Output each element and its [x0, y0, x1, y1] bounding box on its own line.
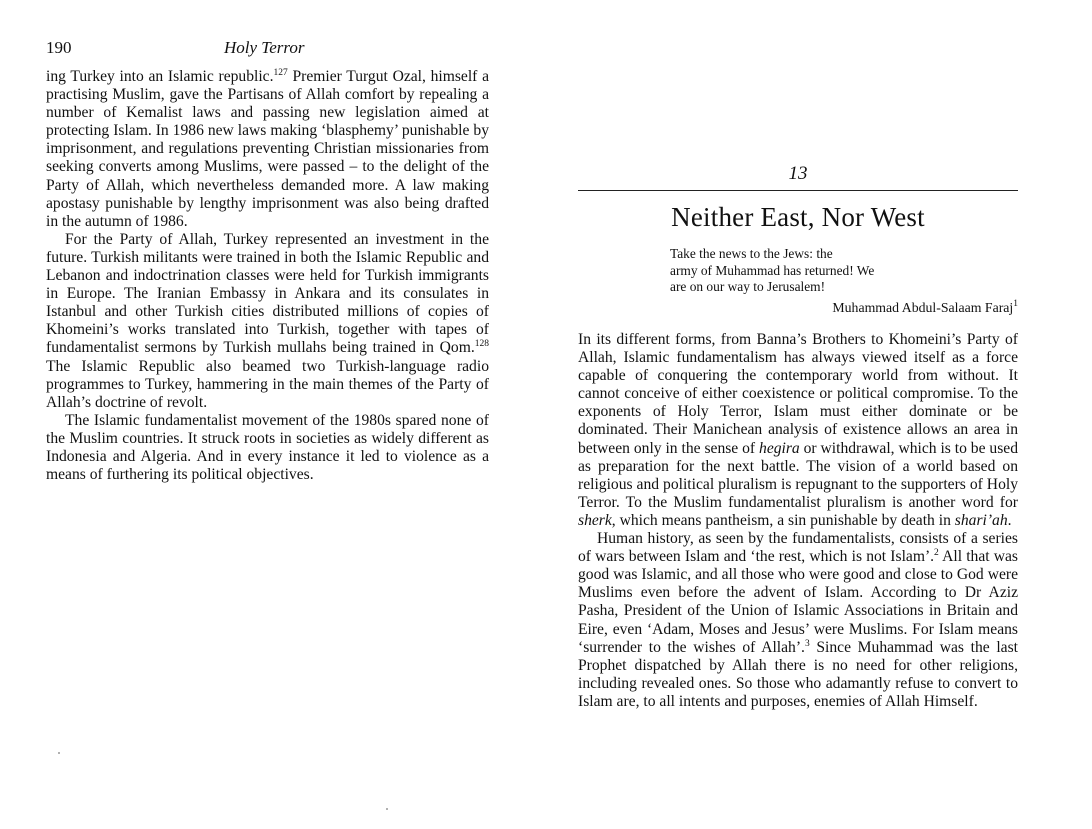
- chapter-rule: [578, 190, 1018, 191]
- epigraph-line: army of Muhammad has returned! We: [670, 262, 875, 278]
- text-run: All that was good was Islamic, and all those who were good and close to God were Muslims even before the advent of Islam. According to Dr Aziz Pasha, President of the Union of Islamic Associations in Britain and Eire, even ‘Adam, Moses and Jesus’ were Muslims. For Islam means ‘surrender to the wishes of Allah’.: [578, 548, 1018, 656]
- text-run: Since Muhammad was the last Prophet dispatched by Allah there is no need for other religions, including revealed ones. So those who adamantly refuse to convert to Islam are, to all intents and purposes, enemies of Allah Himself.: [578, 638, 1019, 710]
- body-paragraph: [46, 231, 489, 412]
- scan-speck: [386, 808, 388, 810]
- epigraph-attribution: [578, 300, 1018, 316]
- text-run: Premier Turgut Ozal, himself a practising Muslim, gave the Partisans of Allah comfort by repealing a number of Kemalist laws and passing new legislation aimed at protecting Islam. In 1986 new laws making ‘blasphemy’ punishable by imprisonment, and regulations preventing Christian missionaries from seeking converts among Muslims, were passed – to the delight of the Party of Allah, which nevertheless demanded more. A law making apostasy punishable by lengthy imprisonment was also being drafted in the autumn of 1986.: [46, 68, 490, 230]
- text-run: Human history, as seen by the fundamentalists, consists of a series of wars between Islam and ‘the rest, which is not Islam’.: [578, 530, 1018, 566]
- left-body-text: [46, 68, 489, 484]
- epigraph-line: Take the news to the Jews: the: [670, 246, 833, 261]
- chapter-number: 13: [788, 163, 808, 184]
- text-run: , which means pantheism, a sin punishable by death in: [611, 511, 955, 529]
- chapter-title: Neither East, Nor West: [671, 202, 925, 232]
- body-paragraph: [578, 331, 1018, 530]
- page-number: 190: [46, 38, 72, 57]
- footnote-marker: 3: [804, 638, 810, 649]
- scan-speck: [58, 752, 60, 754]
- footnote-marker: 128: [474, 339, 489, 350]
- right-body-text: [578, 331, 1018, 711]
- text-run: The Islamic fundamentalist movement of the 1980s spared none of the Muslim countries. It struck roots in societies as widely different as Indonesia and Algeria. And in every instance it led to violence as a means of furthering its political objectives.: [46, 411, 489, 484]
- text-run: ing Turkey into an Islamic republic.: [46, 68, 274, 85]
- footnote-marker: 1: [1013, 299, 1018, 309]
- text-run: For the Party of Allah, Turkey represented an investment in the future. Turkish militants were trained in both the Islamic Republic and Lebanon and indoctrination classes were held for Turkish immigrants in Europe. The Iranian Embassy in Ankara and its consulates in Istanbul and other Turkish cities distributed millions of copies of Khomeini’s works translated into Turkish, together with tapes of fundamentalist sermons by Turkish mullahs being trained in Qom.: [46, 230, 489, 357]
- footnote-marker: 127: [273, 68, 288, 78]
- italic-term: hegira: [759, 439, 800, 457]
- running-head: [46, 38, 489, 60]
- running-title: Holy Terror: [224, 38, 305, 57]
- epigraph-author: Muhammad Abdul-Salaam Faraj: [832, 300, 1014, 315]
- text-run: or withdrawal, which is to be used as preparation for the next battle. The vision of a world based on religious and political pluralism is repugnant to the supporters of Holy Terror. To the Muslim fundamentalist pluralism is another word for: [578, 439, 1019, 511]
- italic-term: shari’ah: [954, 511, 1008, 529]
- body-paragraph: [46, 68, 489, 231]
- text-run: .: [1007, 511, 1012, 529]
- footnote-marker: 2: [934, 548, 939, 559]
- body-paragraph: [578, 530, 1018, 711]
- body-paragraph: [46, 412, 489, 484]
- epigraph-line: are on our way to Jerusalem!: [670, 279, 826, 295]
- italic-term: sherk: [578, 511, 612, 529]
- text-run: In its different forms, from Banna’s Brothers to Khomeini’s Party of Allah, Islamic fundamentalism has always viewed itself as a force capable of conquering the contemporary world from without. It cannot conceive of either coexistence or political compromise. To the exponents of Holy Terror, Islam must either dominate or be dominated. Their Manichean analysis of existence allows an area in between only in the sense of: [578, 331, 1018, 457]
- epigraph: [670, 246, 1010, 296]
- text-run: The Islamic Republic also beamed two Turkish-language radio programmes to Turkey, hammering in the main themes of the Party of Allah’s doctrine of revolt.: [46, 357, 489, 411]
